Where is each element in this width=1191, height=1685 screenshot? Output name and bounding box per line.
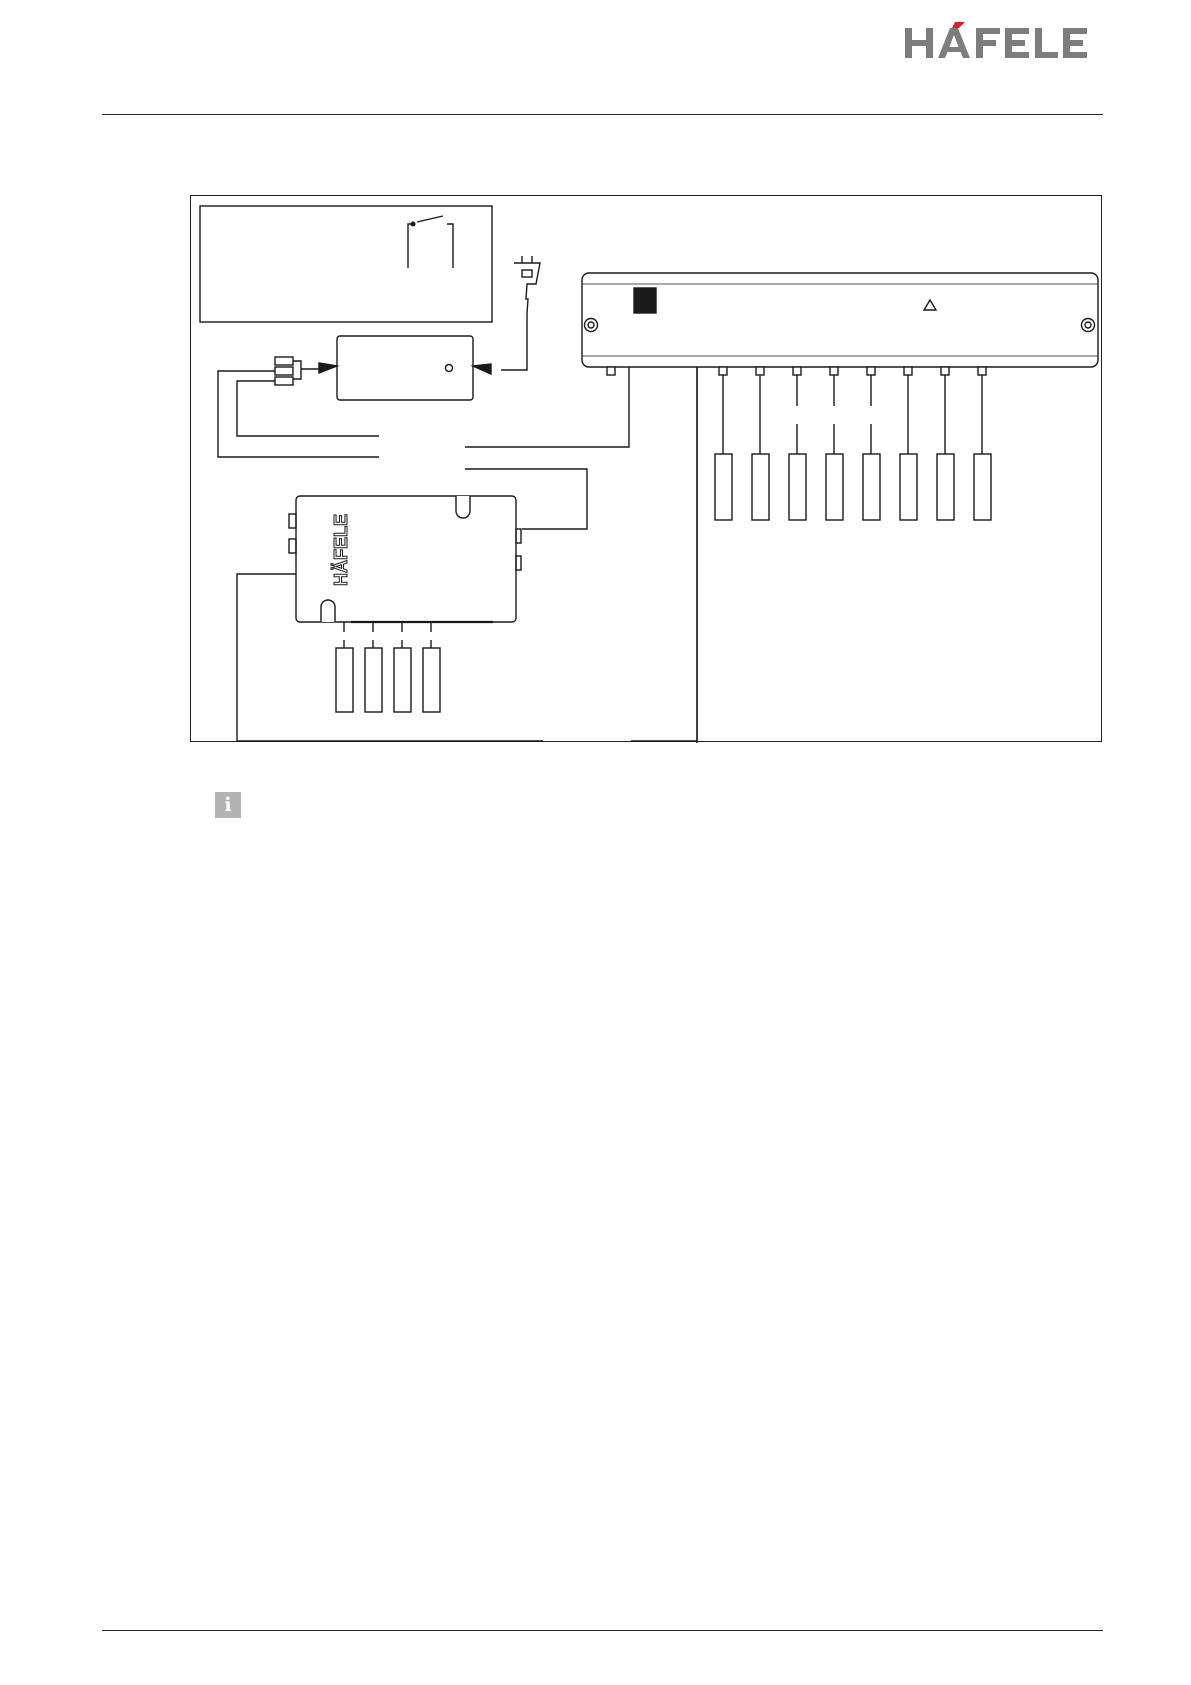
distributor-connector xyxy=(867,367,875,375)
distributor-connector xyxy=(756,367,764,375)
secondary-strips xyxy=(336,622,440,712)
distributor-connector xyxy=(607,367,615,375)
led-strip xyxy=(789,375,806,520)
distributor-connector xyxy=(719,367,727,375)
distributor-connector xyxy=(830,367,838,375)
distributor-connector xyxy=(793,367,801,375)
led-strip xyxy=(752,375,769,520)
distributor-connector xyxy=(978,367,986,375)
led-strip xyxy=(336,622,353,712)
led-strip xyxy=(394,622,411,712)
info-icon: i xyxy=(215,792,241,818)
secondary-distributor xyxy=(289,496,521,622)
led-strip xyxy=(863,375,880,520)
power-supply xyxy=(218,336,491,457)
device-brand-label: HÄFELE xyxy=(331,514,351,586)
led-strip xyxy=(937,375,954,520)
hafele-logo xyxy=(905,22,1103,62)
main-distributor xyxy=(465,273,1098,743)
led-strip xyxy=(974,375,991,520)
led-strip xyxy=(826,375,843,520)
main-strips xyxy=(715,375,991,520)
led-strip xyxy=(900,375,917,520)
led-strip xyxy=(365,622,382,712)
header-rule xyxy=(102,114,1103,115)
switch-box xyxy=(200,206,492,322)
mains-plug-icon xyxy=(501,256,540,370)
led-strip xyxy=(715,375,732,520)
distributor-connector xyxy=(941,367,949,375)
distributor-connector xyxy=(904,367,912,375)
footer-rule xyxy=(102,1630,1103,1631)
led-strip xyxy=(423,622,440,712)
wiring-diagram xyxy=(190,195,1102,742)
